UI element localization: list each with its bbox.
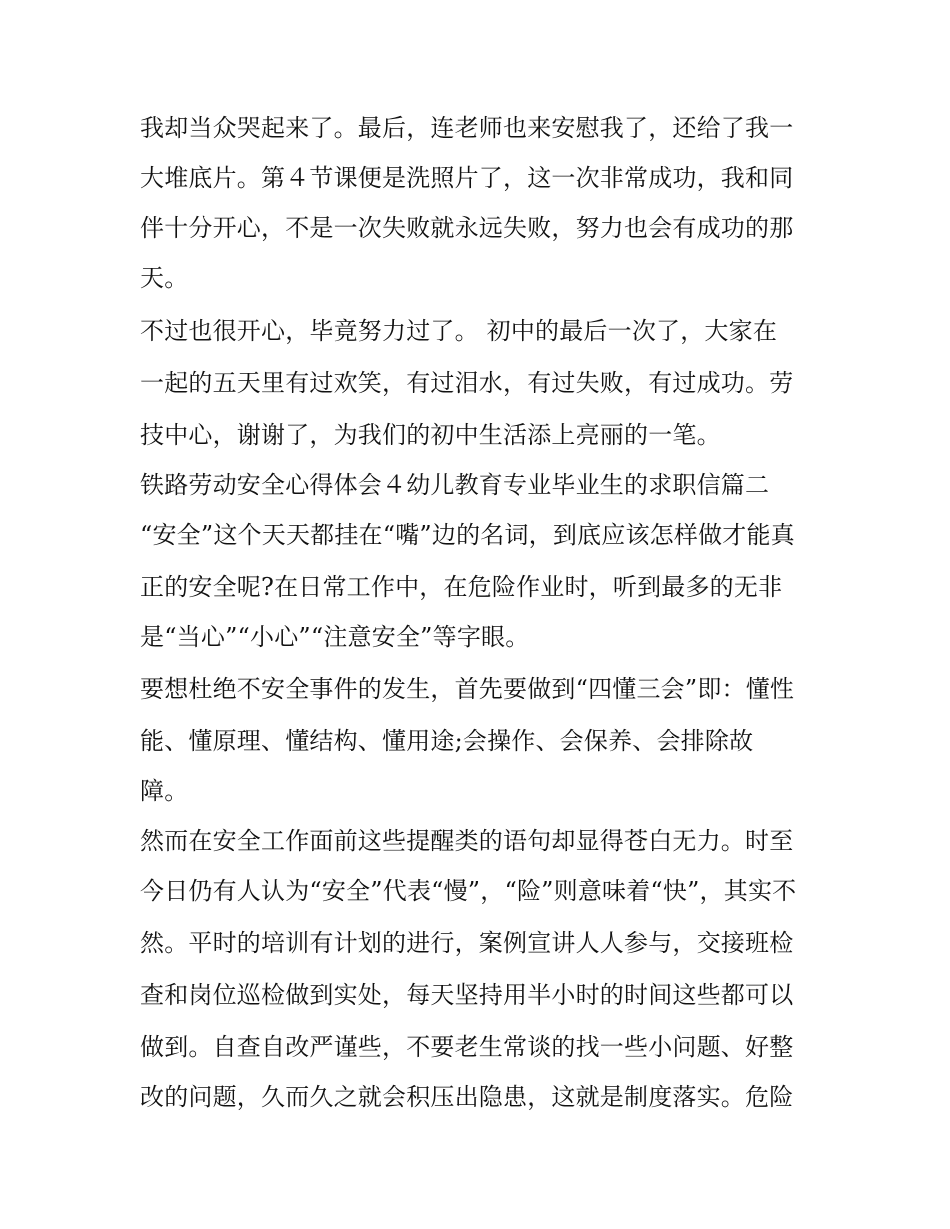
- text-line: 能、懂原理、懂结构、懂用途;会操作、会保养、会排除故: [140, 727, 754, 755]
- text-line: 今日仍有人认为“安全”代表“慢”，“险”则意味着“快”，其实不: [140, 877, 797, 905]
- text-line: 然而在安全工作面前这些提醒类的语句却显得苍白无力。时至: [140, 827, 794, 855]
- text-line: 伴十分开心，不是一次失败就永远失败，努力也会有成功的那: [140, 214, 794, 242]
- text-line: 大堆底片。第４节课便是洗照片了，这一次非常成功，我和同: [140, 164, 794, 192]
- text-line: 天。: [140, 264, 189, 292]
- text-line: 障。: [140, 777, 189, 805]
- text-line: “安全”这个天天都挂在“嘴”边的名词，到底应该怎样做才能真: [140, 521, 795, 549]
- text-line: 一起的五天里有过欢笑，有过泪水，有过失败，有过成功。劳: [140, 369, 794, 397]
- text-line: 然。平时的培训有计划的进行，案例宣讲人人参与，交接班检: [140, 929, 794, 957]
- text-line: 查和岗位巡检做到实处，每天坚持用半小时的时间这些都可以: [140, 981, 794, 1009]
- text-line: 我却当众哭起来了。最后，连老师也来安慰我了，还给了我一: [140, 114, 794, 142]
- text-line: 要想杜绝不安全事件的发生，首先要做到“四懂三会”即：懂性: [140, 675, 795, 703]
- text-line: 技中心，谢谢了，为我们的初中生活添上亮丽的一笔。: [140, 421, 721, 449]
- text-line: 正的安全呢?在日常工作中，在危险作业时，听到最多的无非: [140, 573, 783, 601]
- text-line: 改的问题，久而久之就会积压出隐患，这就是制度落实。危险: [140, 1083, 794, 1111]
- text-line: 铁路劳动安全心得体会４幼儿教育专业毕业生的求职信篇二: [140, 471, 770, 499]
- text-line: 不过也很开心，毕竟努力过了。 初中的最后一次了，大家在: [140, 317, 778, 345]
- text-line: 做到。自查自改严谨些，不要老生常谈的找一些小问题、好整: [140, 1033, 794, 1061]
- text-line: 是“当心”“小心”“注意安全”等字眼。: [140, 623, 530, 651]
